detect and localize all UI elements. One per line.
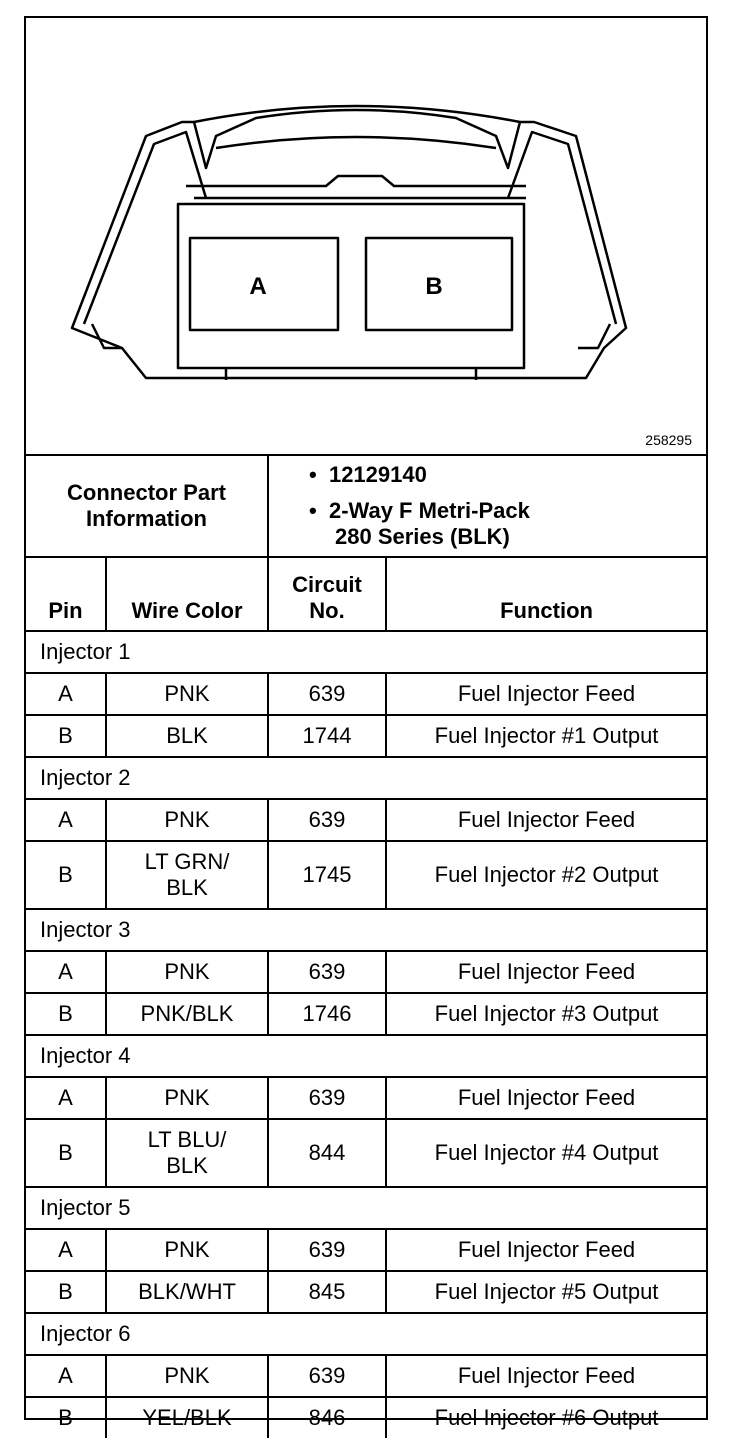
circuit-cell: 639 — [268, 1355, 386, 1397]
table-row — [26, 799, 706, 841]
header-function: Function — [386, 557, 706, 631]
circuit-cell: 1745 — [268, 841, 386, 909]
connector-info-label — [26, 456, 268, 557]
wire-color-cell — [106, 1397, 268, 1438]
function-cell: Fuel Injector #2 Output — [386, 841, 706, 909]
circuit-cell: 1744 — [268, 715, 386, 757]
wire-color-cell — [106, 715, 268, 757]
function-cell: Fuel Injector Feed — [386, 951, 706, 993]
wire-color-line1: PNK — [164, 681, 210, 706]
injector-group-row — [26, 909, 706, 951]
pin-cell: A — [26, 1355, 106, 1397]
header-pin: Pin — [26, 557, 106, 631]
function-cell: Fuel Injector Feed — [386, 1077, 706, 1119]
wire-color-line1: LT BLU/ — [147, 1127, 227, 1152]
connector-info-row — [26, 456, 706, 557]
wire-color-cell — [106, 841, 268, 909]
circuit-cell: 639 — [268, 673, 386, 715]
circuit-cell: 639 — [268, 1229, 386, 1271]
connector-info-label-line1: Connector Part — [67, 480, 226, 505]
wire-color-line1: PNK — [164, 959, 210, 984]
wire-color-cell — [106, 1119, 268, 1187]
wire-color-line1: BLK/WHT — [138, 1279, 236, 1304]
injector-group-row — [26, 631, 706, 673]
pin-cell: A — [26, 1229, 106, 1271]
function-cell: Fuel Injector Feed — [386, 1355, 706, 1397]
injector-group-name: Injector 6 — [26, 1313, 706, 1355]
header-circuit-line2: No. — [309, 598, 345, 623]
circuit-cell: 845 — [268, 1271, 386, 1313]
injector-group-row — [26, 1187, 706, 1229]
pin-a-label: A — [249, 273, 267, 300]
function-cell: Fuel Injector #5 Output — [386, 1271, 706, 1313]
circuit-cell: 846 — [268, 1397, 386, 1438]
pin-cell: B — [26, 993, 106, 1035]
wire-color-cell — [106, 1229, 268, 1271]
header-row — [26, 557, 706, 631]
connector-info-label-line2: Information — [86, 506, 207, 531]
figure-id: 258295 — [645, 432, 692, 448]
wire-color-line1: LT GRN/ — [144, 849, 230, 874]
injector-group-name: Injector 5 — [26, 1187, 706, 1229]
wire-color-cell — [106, 1355, 268, 1397]
wire-color-cell — [106, 1077, 268, 1119]
description-line1: 2-Way F Metri-Pack — [328, 498, 530, 523]
injector-group-name: Injector 1 — [26, 631, 706, 673]
pin-cell: B — [26, 1119, 106, 1187]
header-circuit-line1: Circuit — [292, 572, 362, 597]
injector-group-name: Injector 2 — [26, 757, 706, 799]
wire-color-cell — [106, 993, 268, 1035]
function-cell: Fuel Injector #3 Output — [386, 993, 706, 1035]
function-cell: Fuel Injector #1 Output — [386, 715, 706, 757]
pinout-table — [26, 456, 706, 1438]
table-row — [26, 841, 706, 909]
wire-color-line1: PNK — [164, 1363, 210, 1388]
wire-color-line1: PNK/BLK — [140, 1001, 234, 1026]
table-row — [26, 1119, 706, 1187]
pin-b-label: B — [425, 273, 443, 300]
table-row — [26, 715, 706, 757]
pin-cell: B — [26, 1271, 106, 1313]
function-cell: Fuel Injector #4 Output — [386, 1119, 706, 1187]
circuit-cell: 639 — [268, 799, 386, 841]
table-row — [26, 1229, 706, 1271]
wire-color-line1: PNK — [164, 1237, 210, 1262]
function-cell: Fuel Injector Feed — [386, 799, 706, 841]
circuit-cell: 639 — [268, 951, 386, 993]
function-cell: Fuel Injector Feed — [386, 673, 706, 715]
pin-cell: A — [26, 673, 106, 715]
wire-color-line2: BLK — [166, 875, 208, 900]
pin-cell: B — [26, 841, 106, 909]
function-cell: Fuel Injector Feed — [386, 1229, 706, 1271]
table-row — [26, 1355, 706, 1397]
wire-color-cell — [106, 951, 268, 993]
wire-color-line1: YEL/BLK — [142, 1405, 232, 1430]
table-row — [26, 951, 706, 993]
pin-cell: A — [26, 799, 106, 841]
table-row — [26, 1397, 706, 1438]
header-wire-color: Wire Color — [106, 557, 268, 631]
table-row — [26, 1077, 706, 1119]
table-row — [26, 993, 706, 1035]
injector-group-row — [26, 1035, 706, 1077]
injector-group-name: Injector 4 — [26, 1035, 706, 1077]
header-circuit — [268, 557, 386, 631]
part-number: 12129140 — [328, 462, 427, 487]
injector-group-row — [26, 1313, 706, 1355]
circuit-cell: 639 — [268, 1077, 386, 1119]
circuit-cell: 844 — [268, 1119, 386, 1187]
connector-drawing — [26, 18, 706, 454]
connector-sheet — [24, 16, 708, 1430]
wire-color-cell — [106, 1271, 268, 1313]
circuit-cell: 1746 — [268, 993, 386, 1035]
injector-group-name: Injector 3 — [26, 909, 706, 951]
pin-cell: B — [26, 715, 106, 757]
description-line2: 280 Series (BLK) — [335, 524, 510, 549]
pin-cell: A — [26, 1077, 106, 1119]
connector-diagram — [26, 18, 706, 456]
pin-cell: B — [26, 1397, 106, 1438]
wire-color-line1: PNK — [164, 1085, 210, 1110]
injector-group-row — [26, 757, 706, 799]
pin-cell: A — [26, 951, 106, 993]
wire-color-cell — [106, 673, 268, 715]
wire-color-line1: BLK — [166, 723, 208, 748]
table-row — [26, 1271, 706, 1313]
wire-color-cell — [106, 799, 268, 841]
wire-color-line1: PNK — [164, 807, 210, 832]
table-row — [26, 673, 706, 715]
connector-info-value: • 12129140 • 2-Way F Metri-Pack 280 Series (BLK) — [268, 456, 706, 557]
wire-color-line2: BLK — [166, 1153, 208, 1178]
function-cell: Fuel Injector #6 Output — [386, 1397, 706, 1438]
